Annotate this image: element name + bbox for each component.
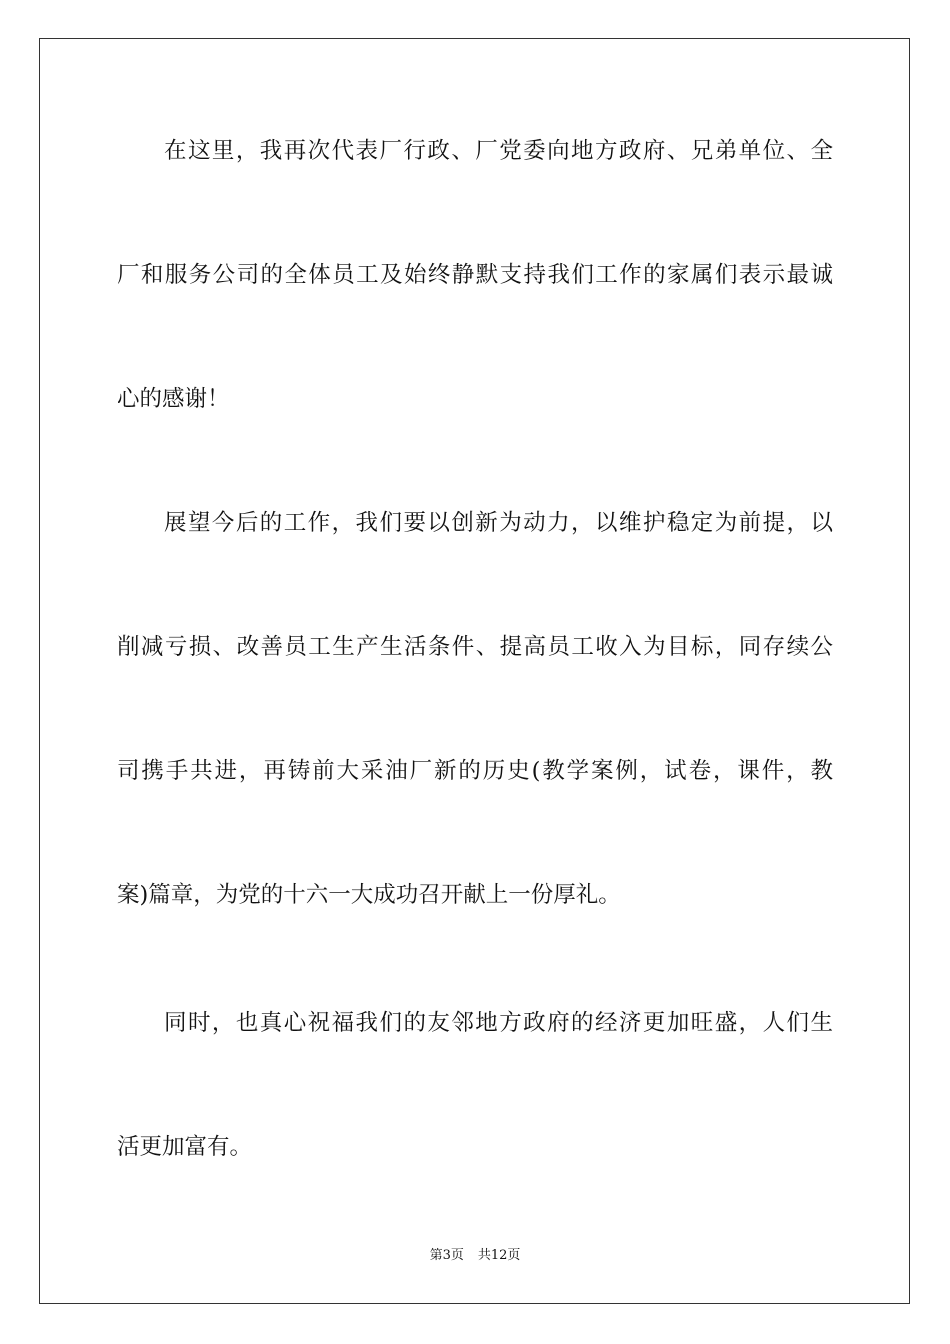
paragraph-2-line-3: 司携手共进，再铸前大采油厂新的历史(教学案例，试卷，课件，教 — [117, 758, 833, 784]
paragraph-2-line-1: 展望今后的工作，我们要以创新为动力，以维护稳定为前提，以 — [164, 510, 833, 536]
paragraph-1-line-3: 心的感谢！ — [117, 386, 230, 412]
page-number: 第3页 — [429, 1248, 464, 1263]
paragraph-2-line-2: 削减亏损、改善员工生产生活条件、提高员工收入为目标，同存续公 — [117, 634, 833, 660]
paragraph-1-line-2: 厂和服务公司的全体员工及始终静默支持我们工作的家属们表示最诚 — [117, 262, 833, 288]
paragraph-3-line-1: 同时，也真心祝福我们的友邻地方政府的经济更加旺盛，人们生 — [164, 1010, 833, 1036]
paragraph-2-line-4: 案)篇章，为党的十六一大成功召开献上一份厚礼。 — [117, 882, 621, 908]
paragraph-1-line-1: 在这里，我再次代表厂行政、厂党委向地方政府、兄弟单位、全 — [164, 138, 833, 164]
paragraph-3-line-2: 活更加富有。 — [117, 1134, 253, 1160]
page-footer — [0, 1247, 950, 1265]
page-border — [39, 38, 910, 1304]
page-total: 共12页 — [477, 1248, 521, 1263]
